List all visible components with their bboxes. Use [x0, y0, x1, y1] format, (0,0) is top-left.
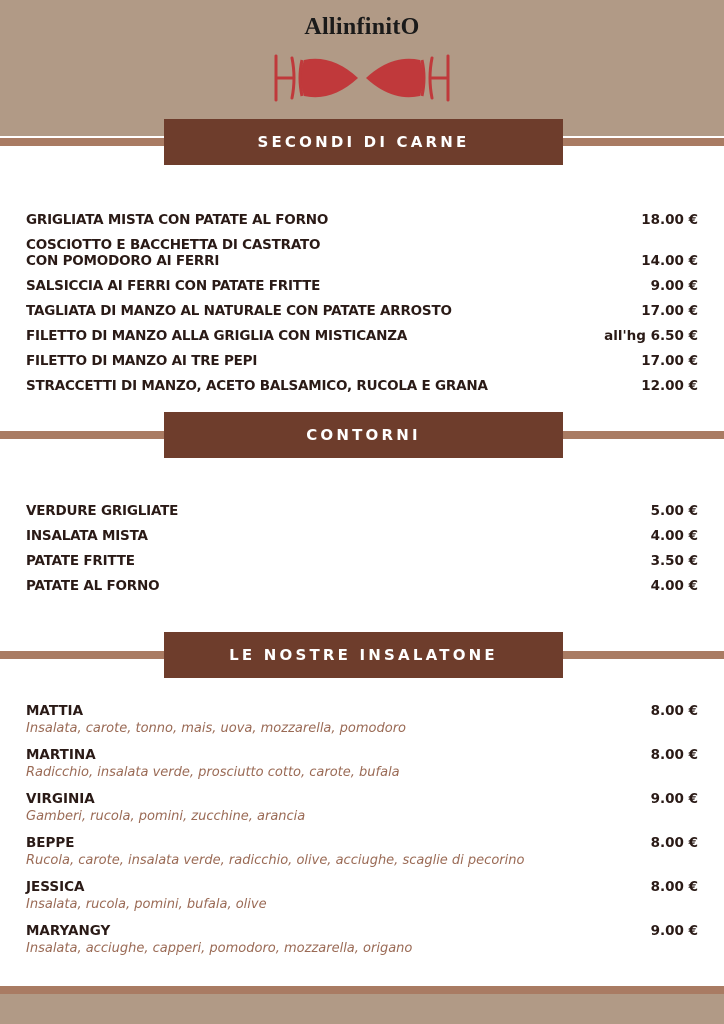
item-name: VERDURE GRIGLIATE [26, 503, 179, 519]
salad-name: MARYANGY [26, 923, 111, 939]
item-price: 12.00 € [641, 378, 698, 394]
menu-item [26, 237, 698, 269]
item-name: GRIGLIATA MISTA CON PATATE AL FORNO [26, 212, 329, 228]
salad-item [26, 747, 698, 782]
item-price: 14.00 € [641, 253, 698, 269]
menu-item [26, 328, 698, 344]
salad-description: Insalata, rucola, pomini, bufala, olive [26, 897, 267, 912]
item-name: TAGLIATA DI MANZO AL NATURALE CON PATATE ARROSTO [26, 303, 452, 319]
salad-item [26, 879, 698, 914]
menu-item [26, 553, 698, 569]
wine-glasses-logo-icon [270, 48, 454, 108]
item-price: all'hg 6.50 € [604, 328, 698, 344]
salad-name: MARTINA [26, 747, 96, 763]
item-price: 3.50 € [650, 553, 698, 569]
salad-price: 8.00 € [650, 703, 698, 719]
section-header-contorni: CONTORNI [164, 412, 563, 458]
salad-description: Rucola, carote, insalata verde, radicchio, olive, acciughe, scaglie di pecorino [26, 853, 525, 868]
salad-price: 8.00 € [650, 747, 698, 763]
item-price: 18.00 € [641, 212, 698, 228]
item-name: PATATE AL FORNO [26, 578, 160, 594]
item-price: 17.00 € [641, 303, 698, 319]
salad-price: 9.00 € [650, 923, 698, 939]
item-price: 5.00 € [650, 503, 698, 519]
item-name: SALSICCIA AI FERRI CON PATATE FRITTE [26, 278, 321, 294]
item-name-line2: CON POMODORO AI FERRI [26, 253, 220, 269]
footer-band [0, 994, 724, 1024]
menu-item [26, 578, 698, 594]
menu-item [26, 503, 698, 519]
salad-name: JESSICA [26, 879, 85, 895]
item-name: PATATE FRITTE [26, 553, 135, 569]
salad-item [26, 791, 698, 826]
item-name: FILETTO DI MANZO ALLA GRIGLIA CON MISTICANZA [26, 328, 408, 344]
brand-name: AllinfinitO [304, 14, 420, 40]
salad-item [26, 835, 698, 870]
salad-price: 8.00 € [650, 835, 698, 851]
item-price: 9.00 € [650, 278, 698, 294]
salad-name: BEPPE [26, 835, 75, 851]
salad-name: MATTIA [26, 703, 84, 719]
salad-description: Insalata, acciughe, capperi, pomodoro, mozzarella, origano [26, 941, 413, 956]
item-name: FILETTO DI MANZO AI TRE PEPI [26, 353, 258, 369]
menu-item [26, 303, 698, 319]
menu-item [26, 528, 698, 544]
salad-item [26, 923, 698, 958]
section-header-insalatone: LE NOSTRE INSALATONE [164, 632, 563, 678]
salad-description: Radicchio, insalata verde, prosciutto cotto, carote, bufala [26, 765, 400, 780]
salad-description: Gamberi, rucola, pomini, zucchine, arancia [26, 809, 306, 824]
item-name-line1: COSCIOTTO E BACCHETTA DI CASTRATO [26, 237, 321, 253]
salad-price: 8.00 € [650, 879, 698, 895]
item-price: 4.00 € [650, 528, 698, 544]
menu-item [26, 353, 698, 369]
salad-item [26, 703, 698, 738]
menu-item [26, 378, 698, 394]
salad-price: 9.00 € [650, 791, 698, 807]
item-name: STRACCETTI DI MANZO, ACETO BALSAMICO, RUCOLA E GRANA [26, 378, 488, 394]
salad-description: Insalata, carote, tonno, mais, uova, mozzarella, pomodoro [26, 721, 406, 736]
menu-item [26, 278, 698, 294]
item-price: 4.00 € [650, 578, 698, 594]
item-price: 17.00 € [641, 353, 698, 369]
section-header-carne: SECONDI DI CARNE [164, 119, 563, 165]
item-name [26, 237, 320, 269]
menu-item [26, 212, 698, 228]
salad-name: VIRGINIA [26, 791, 95, 807]
footer-rule [0, 986, 724, 994]
item-name: INSALATA MISTA [26, 528, 148, 544]
